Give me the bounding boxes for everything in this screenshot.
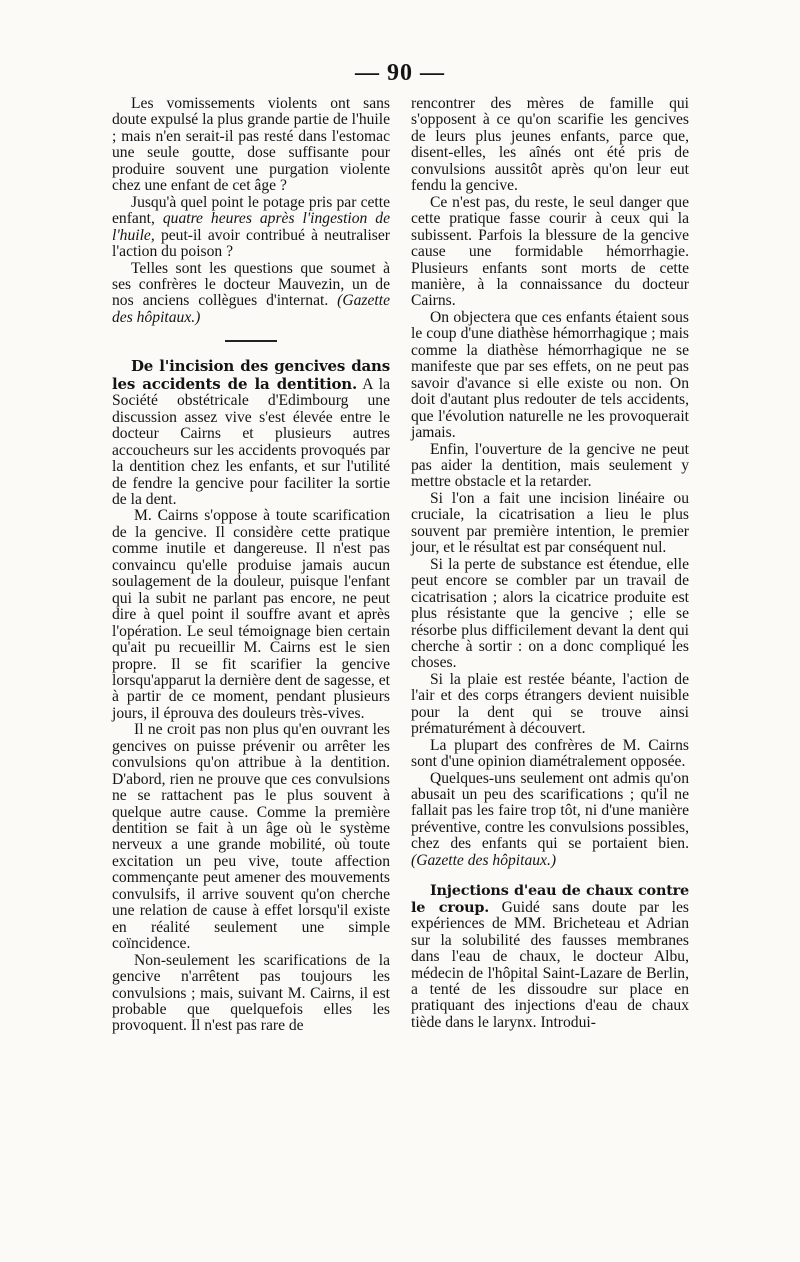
right-column [411, 96, 689, 1031]
paragraph [112, 261, 390, 327]
paragraph: Non-seulement les scarifications de la gencive n'arrêtent pas toujours les convulsions ; mais, suivant M. Cairns, il est probable que quelquefois elles les provoquent. Il n'est pas rare de [112, 951, 390, 1035]
paragraph: Les vomissements violents ont sans doute expulsé la plus grande partie de l'huile ; mais n'en serait-il pas resté dans l'estomac une seule goutte, dose suffisante pour produire souvent une purgation violente chez une enfant de cet âge ? [112, 95, 390, 195]
emphasis-text: quatre heures après l'ingestion de l'huile, [112, 210, 391, 244]
paragraph: Enfin, l'ouverture de la gencive ne peut pas aider la dentition, mais seulement y mettre obstacle et la retarder. [411, 440, 689, 491]
article-paragraph [411, 883, 689, 1031]
article-title: De l'incision des gencives dans les accidents de la dentition. [112, 357, 390, 393]
paragraph: rencontrer des mères de famille qui s'opposent à ce qu'on scarifie les gencives de leurs plus jeunes enfants, parce que, disent-elles, les aînés ont été pris de convulsions aussitôt après qu'on leur eut fendu la gencive. [411, 95, 689, 195]
paragraph-text: Telles sont les questions que soumet à ses confrères le docteur Mauvezin, un de nos anciens collègues d'internat. [112, 259, 390, 310]
paragraph-text: peut-il avoir contribué à neutraliser l'action du poison ? [112, 226, 390, 261]
paragraph: On objectera que ces enfants étaient sous le coup d'une diathèse hémorrhagique ; mais comme la diathèse hémorrhagique ne se manifeste que par ses effets, on ne peut pas savoir d'avance si elle existe ou non. On doit d'autant plus redouter de tels accidents, que l'évolution naturelle ne les provoquerait jamais. [411, 308, 689, 442]
paragraph-text: Quelques-uns seulement ont admis qu'on abusait un peu des scarifications ; qu'il ne fallait pas les faire trop tôt, ni d'une manière préventive, contre les convulsions possibles, chez des enfants qui se portaient bien. [411, 769, 689, 853]
source-reference: (Gazette des hôpitaux.) [411, 851, 557, 869]
paragraph: La plupart des confrères de M. Cairns sont d'une opinion diamétralement opposée. [411, 736, 689, 771]
paragraph: M. Cairns s'oppose à toute scarification de la gencive. Il considère cette pratique comme inutile et dangereuse. Il n'est pas convaincu qu'elle produise jamais aucun soulagement de la douleur, puisque l'enfant qui la subit ne parlant pas encore, ne peut dire à quel point il souffre avant et après l'opération. Le seul témoignage bien certain qu'ait pu recueillir M. Cairns est le sien propre. Il se fit scarifier la gencive lorsqu'apparut la dernière dent de sagesse, et à partir de ce moment, pendant plusieurs jours, il éprouva des douleurs très-vives. [112, 507, 390, 722]
paragraph: Si la perte de substance est étendue, elle peut encore se combler par un travail de cicatrisation ; alors la cicatrice produite est plus résistante que la gencive ; elle se résorbe plus difficilement devant la dent qui cherche à sortir : on a donc compliqué les choses. [411, 555, 689, 672]
paragraph: Si l'on a fait une incision linéaire ou cruciale, la cicatrisation a lieu le plus souvent par première intention, le premier jour, et le résultat est par conséquent nul. [411, 489, 689, 557]
paragraph-text: A la Société obstétricale d'Edimbourg une discussion assez vive s'est élevée entre le docteur Cairns et plusieurs autres accoucheurs sur les accidents provoqués par la dentition chez les enfants, et sur l'utilité de fendre la gencive pour faciliter la sortie de la dent. [112, 375, 390, 508]
paragraph: Ce n'est pas, du reste, le seul danger que cette pratique fasse courir à ceux qui la subissent. Parfois la blessure de la gencive cause une formidable hémorrhagie. Plusieurs enfants sont morts de cette manière, à la connaissance du docteur Cairns. [411, 193, 689, 310]
paragraph [112, 195, 390, 261]
paragraph-text: Guidé sans doute par les expériences de MM. Bricheteau et Adrian sur la solubilité des fausses membranes dans l'eau de chaux, le docteur Albu, médecin de l'hôpital Saint-Lazare de Berlin, a tenté de les dissoudre sur place en pratiquant des injections d'eau de chaux tiède dans le larynx. Introdui- [411, 898, 690, 1031]
article-paragraph [112, 358, 390, 508]
article-title: Injections d'eau de chaux contre le croup. [411, 882, 689, 916]
paragraph: Si la plaie est restée béante, l'action de l'air et des corps étrangers devient nuisible pour la dent qui se trouve ainsi prématurément à découvert. [411, 670, 689, 738]
section-divider [225, 340, 277, 342]
page-number: — 90 — [355, 60, 445, 86]
left-column [112, 96, 390, 1035]
paragraph: Il ne croit pas non plus qu'en ouvrant les gencives on puisse prévenir ou arrêter les convulsions qu'on attribue à la dentition. D'abord, rien ne prouve que ces convulsions ne se rattachent pas le plus souvent à quelque autre cause. Comme la première dentition se fait à un âge où le système nerveux a une grande mobilité, où toute excitation un peu vive, toute affection commençante peut amener des mouvements convulsifs, il arrive souvent qu'on cherche une relation de cause à effet lorsqu'il existe en réalité seulement une simple coïncidence. [112, 721, 390, 953]
paragraph-text: Jusqu'à quel point le potage pris par cette enfant, [112, 193, 390, 228]
paragraph [411, 771, 689, 870]
source-reference: (Gazette des hôpitaux.) [112, 292, 390, 326]
